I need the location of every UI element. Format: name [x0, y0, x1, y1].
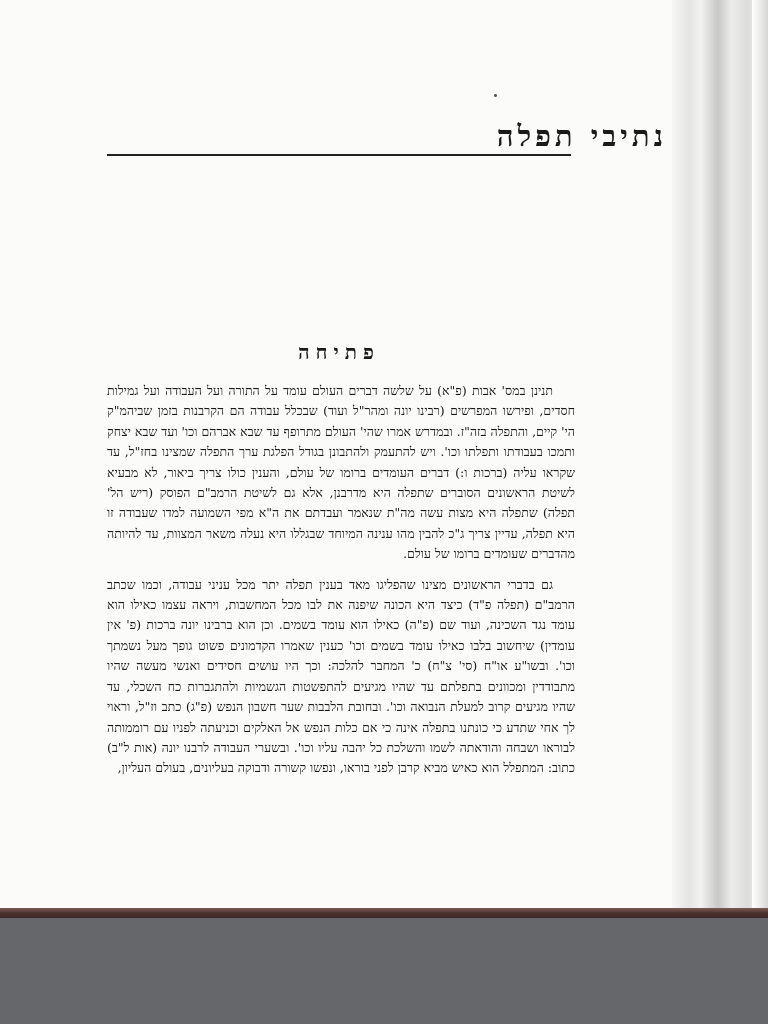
- running-head: נתיבי תפלה: [496, 119, 667, 153]
- ink-speck: [494, 94, 497, 97]
- background-surface: [0, 918, 768, 1024]
- section-title: פתיחה: [298, 340, 380, 364]
- paragraph-1: תנינן במס' אבות (פ"א) על שלשה דברים העולם עומד על התורה ועל העבודה ועל גמילות חסדים, ופירשו המפרשים (רבינו יונה ומהר"ל ועוד) שבכלל עבודה הם הקרבנות בזמן שביהמ"ק הי' קיים, והתפלה בזה"ז. ובמדרש אמרו שהי' העולם מתרופף עד שבא אברהם וכו' ועד שבא יצחק ותמכו בעבודתו ותפלתו וכו'. ויש להתעמק ולהתבונן בגודל הפלגת ערך התפלה שמצינו בחז"ל, עד שקראו עליה (ברכות ו:) דברים העומדים ברומו של עולם, והענין כולו צריך ביאור, לא מבעיא לשיטת הראשונים הסוברים שתפלה היא מדרבנן, אלא גם לשיטת הרמב"ם הפוסק (ריש הל' תפלה) שתפלה היא מצות עשה מה"ת שנאמר ועבדתם את ה"א מפי השמועה למדו שעבודה זו היא תפלה, עדיין צריך ג"כ להבין מהו ענינה המיוחד שבגללו היא נעלה משאר המצוות, עד להיותה מהדברים שעומדים ברומו של עולם.: [107, 383, 575, 562]
- header-rule: [107, 154, 571, 156]
- page-content: [107, 0, 667, 908]
- body-text: [107, 381, 575, 779]
- paragraph-2: גם בדברי הראשונים מצינו שהפליגו מאד בענין תפלה יתר מכל עניני עבודה, וכמו שכתב הרמב"ם (תפלה פ"ד) כיצד היא הכונה שיפנה את לבו מכל המחשבות, ויראה עצמו כאילו הוא עומד נגד השכינה, ועוד שם (פ"ה) כאילו הוא עומד בשמים. וכן הוא ברבינו יונה ברכות (פ' אין עומדין) שיחשוב בלבו כאילו עומד בשמים וכו' כענין שאמרו הקדמונים פשוט גופך מעל נשמתך וכו'. ובשו"ע או"ח (סי' צ"ח) כ' המחבר להלכה: וכך היו עושים חסידים ואנשי מעשה שהיו מתבודדין ומכוונים בתפלתם עד שהיו מגיעים להתפשטות הגשמיות ולהתגברות כח השכלי, עד שהיו מגיעים קרוב למעלת הנבואה וכו'. ובחובת הלבבות שער חשבון הנפש (פ"ג) כתב וז"ל, וראוי לך אחי שתדע כי כונתנו בתפלה אינה כי אם כלות הנפש אל האלקים וכניעתה לפניו עם רוממותה לבוראו ושבחה והודאתה לשמו והשלכת כל יהבה עליו וכו'. ובשערי העבודה לרבנו יונה (אות ל"ב) כתוב: המתפלל הוא כאיש מביא קרבן לפני בוראו, ונפשו קשורה ודבוקה בעליונים, בעולם העליון,: [107, 576, 575, 776]
- page-edge: [752, 0, 768, 908]
- book-cover-edge: [0, 908, 768, 918]
